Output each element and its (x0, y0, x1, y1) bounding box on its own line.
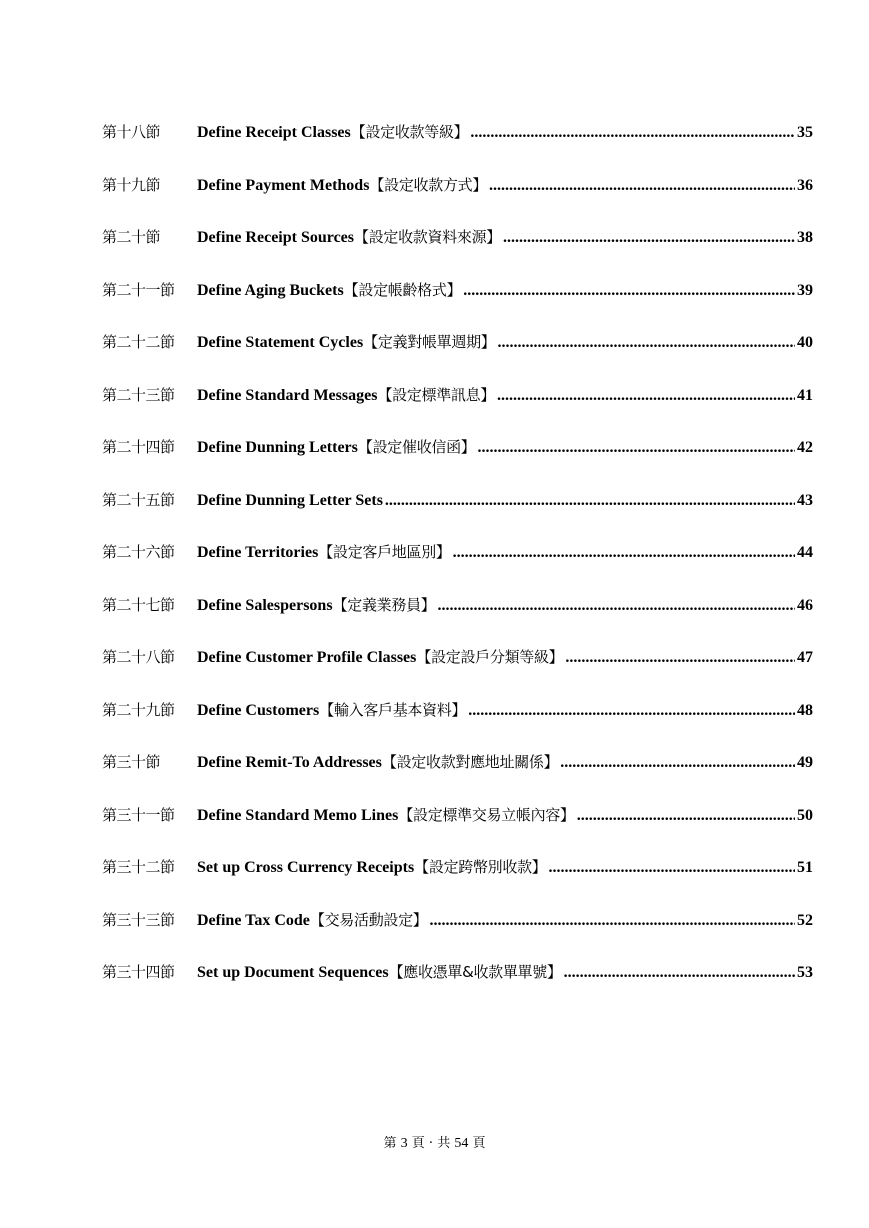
dot-leader (478, 435, 796, 461)
dot-leader (430, 908, 795, 934)
section-number: 第二十五節 (102, 490, 175, 509)
page-number: 43 (797, 491, 813, 509)
page-footer (0, 1132, 869, 1152)
section-title: Set up Document Sequences (197, 964, 389, 981)
page-number: 36 (797, 176, 813, 194)
section-title-chinese: 【設定催收信函】 (357, 438, 476, 456)
section-title-chinese: 【定義業務員】 (332, 595, 436, 614)
toc-entry-31[interactable] (102, 802, 813, 855)
toc-entry-23[interactable] (102, 382, 813, 435)
section-number: 第二十八節 (102, 648, 175, 666)
section-number: 第二十二節 (102, 333, 175, 351)
section-title: Define Salespersons (197, 596, 333, 614)
dot-leader (385, 488, 795, 514)
section-title-chinese: 【設定客戶地區別】 (318, 543, 451, 561)
section-title: Define Standard Memo Lines (197, 806, 399, 824)
section-title-chinese: 【設定標準訊息】 (377, 385, 496, 404)
toc-entry-18[interactable] (102, 119, 813, 172)
section-title: Define Standard Messages (197, 386, 378, 404)
footer-prefix: 第 (383, 1136, 397, 1151)
page-number: 51 (797, 859, 813, 876)
section-title-chinese: 【設定收款資料來源】 (354, 228, 502, 246)
page-number: 40 (797, 334, 813, 351)
page-number: 48 (797, 701, 813, 719)
section-number: 第二十節 (102, 228, 161, 246)
section-title-chinese: 【應收憑單&收款單單號】 (388, 963, 562, 981)
dot-leader (463, 278, 795, 304)
dot-leader (468, 698, 795, 724)
page-number: 42 (797, 439, 813, 456)
section-number: 第二十三節 (102, 385, 175, 404)
table-of-contents (102, 119, 813, 1012)
section-title: Define Dunning Letters (197, 439, 358, 456)
section-number: 第二十九節 (102, 700, 175, 719)
section-title: Define Payment Methods (197, 176, 370, 194)
section-number: 第三十一節 (102, 805, 175, 824)
toc-entry-24[interactable] (102, 434, 813, 487)
section-title-chinese: 【設定收款方式】 (369, 175, 488, 194)
dot-leader (577, 803, 795, 829)
page-number: 35 (797, 124, 813, 141)
dot-leader (470, 120, 795, 146)
dot-leader (497, 383, 795, 409)
section-number: 第十九節 (102, 175, 161, 194)
toc-entry-30[interactable] (102, 749, 813, 802)
dot-leader (489, 173, 795, 199)
dot-leader (565, 645, 795, 671)
section-number: 第二十一節 (102, 280, 175, 299)
section-number: 第十八節 (102, 123, 161, 141)
toc-entry-28[interactable] (102, 644, 813, 697)
toc-entry-22[interactable] (102, 329, 813, 382)
page-number: 52 (797, 911, 813, 929)
section-title: Define Remit-To Addresses (197, 754, 382, 771)
section-title-chinese: 【設定收款等級】 (350, 123, 469, 141)
toc-entry-33[interactable] (102, 907, 813, 960)
footer-middle: 頁 · 共 (411, 1136, 451, 1151)
section-number: 第二十六節 (102, 543, 175, 561)
section-number: 第三十四節 (102, 963, 175, 981)
page-number: 47 (797, 649, 813, 666)
section-title: Define Aging Buckets (197, 281, 344, 299)
section-title-chinese: 【定義對帳單週期】 (363, 333, 496, 351)
footer-suffix: 頁 (472, 1136, 486, 1151)
footer-total-pages: 54 (454, 1136, 469, 1151)
footer-current-page: 3 (400, 1136, 408, 1151)
dot-leader (560, 750, 795, 776)
dot-leader (437, 593, 795, 619)
toc-entry-19[interactable] (102, 172, 813, 225)
dot-leader (503, 225, 795, 251)
section-title: Set up Cross Currency Receipts (197, 859, 415, 876)
page-number: 50 (797, 806, 813, 824)
section-title-chinese: 【設定收款對應地址關係】 (381, 753, 559, 771)
section-title: Define Territories (197, 544, 319, 561)
dot-leader (548, 855, 795, 881)
section-number: 第二十四節 (102, 438, 175, 456)
section-title-chinese: 【交易活動設定】 (309, 910, 428, 929)
section-title-chinese: 【設定標準交易立帳內容】 (398, 805, 575, 824)
toc-entry-34[interactable] (102, 959, 813, 1012)
dot-leader (453, 540, 795, 566)
toc-entry-26[interactable] (102, 539, 813, 592)
page-number: 53 (797, 964, 813, 981)
toc-entry-32[interactable] (102, 854, 813, 907)
dot-leader (497, 330, 795, 356)
toc-entry-27[interactable] (102, 592, 813, 645)
section-title: Define Dunning Letter Sets (197, 491, 383, 509)
section-title-chinese: 【設定設戶分類等級】 (416, 648, 564, 666)
section-title-chinese: 【設定帳齡格式】 (343, 280, 462, 299)
toc-entry-25[interactable] (102, 487, 813, 540)
section-number: 第三十三節 (102, 910, 175, 929)
page-number: 46 (797, 596, 813, 614)
section-title-chinese: 【設定跨幣別收款】 (414, 858, 547, 876)
page-number: 39 (797, 281, 813, 299)
page-number: 49 (797, 754, 813, 771)
section-title: Define Statement Cycles (197, 334, 364, 351)
section-number: 第二十七節 (102, 595, 175, 614)
toc-entry-21[interactable] (102, 277, 813, 330)
section-title: Define Receipt Sources (197, 229, 354, 246)
section-title: Define Tax Code (197, 911, 310, 929)
section-title: Define Receipt Classes (197, 124, 351, 141)
toc-entry-29[interactable] (102, 697, 813, 750)
page-number: 44 (797, 544, 813, 561)
dot-leader (564, 960, 795, 986)
section-number: 第三十二節 (102, 858, 175, 876)
page-number: 41 (797, 386, 813, 404)
section-title: Define Customers (197, 701, 320, 719)
section-title-chinese: 【輸入客戶基本資料】 (319, 700, 467, 719)
toc-entry-20[interactable] (102, 224, 813, 277)
section-number: 第三十節 (102, 753, 161, 771)
section-title: Define Customer Profile Classes (197, 649, 417, 666)
page-number: 38 (797, 229, 813, 246)
